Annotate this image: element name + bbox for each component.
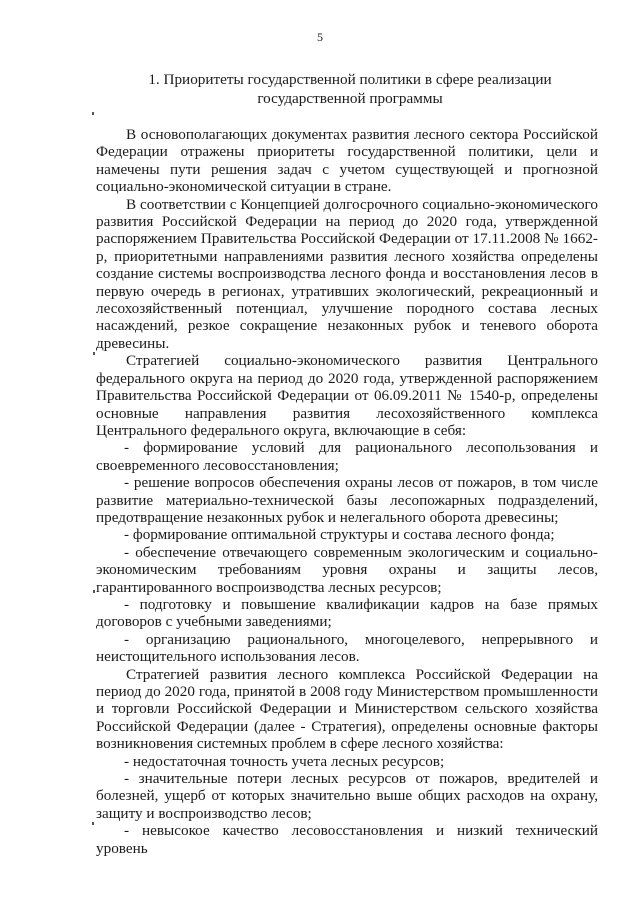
document-body [96,126,598,857]
page-number: 5 [317,30,323,44]
list-item: - организацию рационального, многоцелевого, непрерывного и неистощительного использования лесов. [96,630,598,666]
paragraph: Стратегией развития лесного комплекса Российской Федерации на период до 2020 года, принятой в 2008 году Министерством промышленности и торговли Российской Федерации и Министерством сельского хозяйства Российской Федерации (далее - Стратегия), определены основные факторы возникновения системных проблем в сфере лесного хозяйства: [96,665,598,753]
list-item: - решение вопросов обеспечения охраны лесов от пожаров, в том числе развитие материально-технической базы лесопожарных подразделений, предотвращение незаконных рубок и нелегального оборота древесины; [96,474,598,526]
paragraph: Стратегией социально-экономического развития Центрального федерального округа на период до 2020 года, утвержденной распоряжением Правительства Российской Федерации от 06.09.2011 № 1540-р, определены основные направления развития лесохозяйственного комплекса Центрального федерального округа, включающие в себя: [96,352,598,439]
list-item: - недостаточная точность учета лесных ресурсов; [124,752,445,770]
list-item: - значительные потери лесных ресурсов от пожаров, вредителей и болезней, ущерб от которых значительно выше общих расходов на охрану, защиту и воспроизводство лесов; [96,770,598,822]
scan-speck [92,822,94,825]
list-item: - формирование оптимальной структуры и состава лесного фонда; [124,526,555,544]
list-item: - подготовку и повышение квалификации кадров на базе прямых договоров с учебными заведениями; [96,595,598,631]
list-item: - обеспечение отвечающего современным экологическим и социально-экономическим требованиям уровня охраны и защиты лесов, гарантированного воспроизводства лесных ресурсов; [96,543,598,596]
scan-speck [93,352,95,355]
paragraph: В основополагающих документах развития лесного сектора Российской Федерации отражены приоритеты государственной политики, цели и намечены пути решения задач с учетом существующей и прогнозной социально-экономической ситуации в стране. [96,126,598,196]
scan-speck [93,590,95,593]
section-heading: 1. Приоритеты государственной политики в сфере реализации государственной программы [148,71,552,107]
list-item: - невысокое качество лесовосстановления и низкий технический уровень [96,822,598,857]
list-item: - формирование условий для рационального лесопользования и своевременного лесовосстановления; [96,439,598,474]
paragraph: В соответствии с Концепцией долгосрочного социально-экономического развития Российской Федерации на период до 2020 года, утвержденной распоряжением Правительства Российской Федерации от 17.11.2008 № 1662-р, приоритетными направлениями развития лесного хозяйства определены создание системы воспроизводства лесного фонда и восстановления лесов в первую очередь в регионах, утративших экологический, рекреационный и лесохозяйственный потенциал, улучшение породного состава лесных насаждений, резкое сокращение незаконных рубок и теневого оборота древесины. [96,195,598,352]
scan-speck [92,112,94,115]
